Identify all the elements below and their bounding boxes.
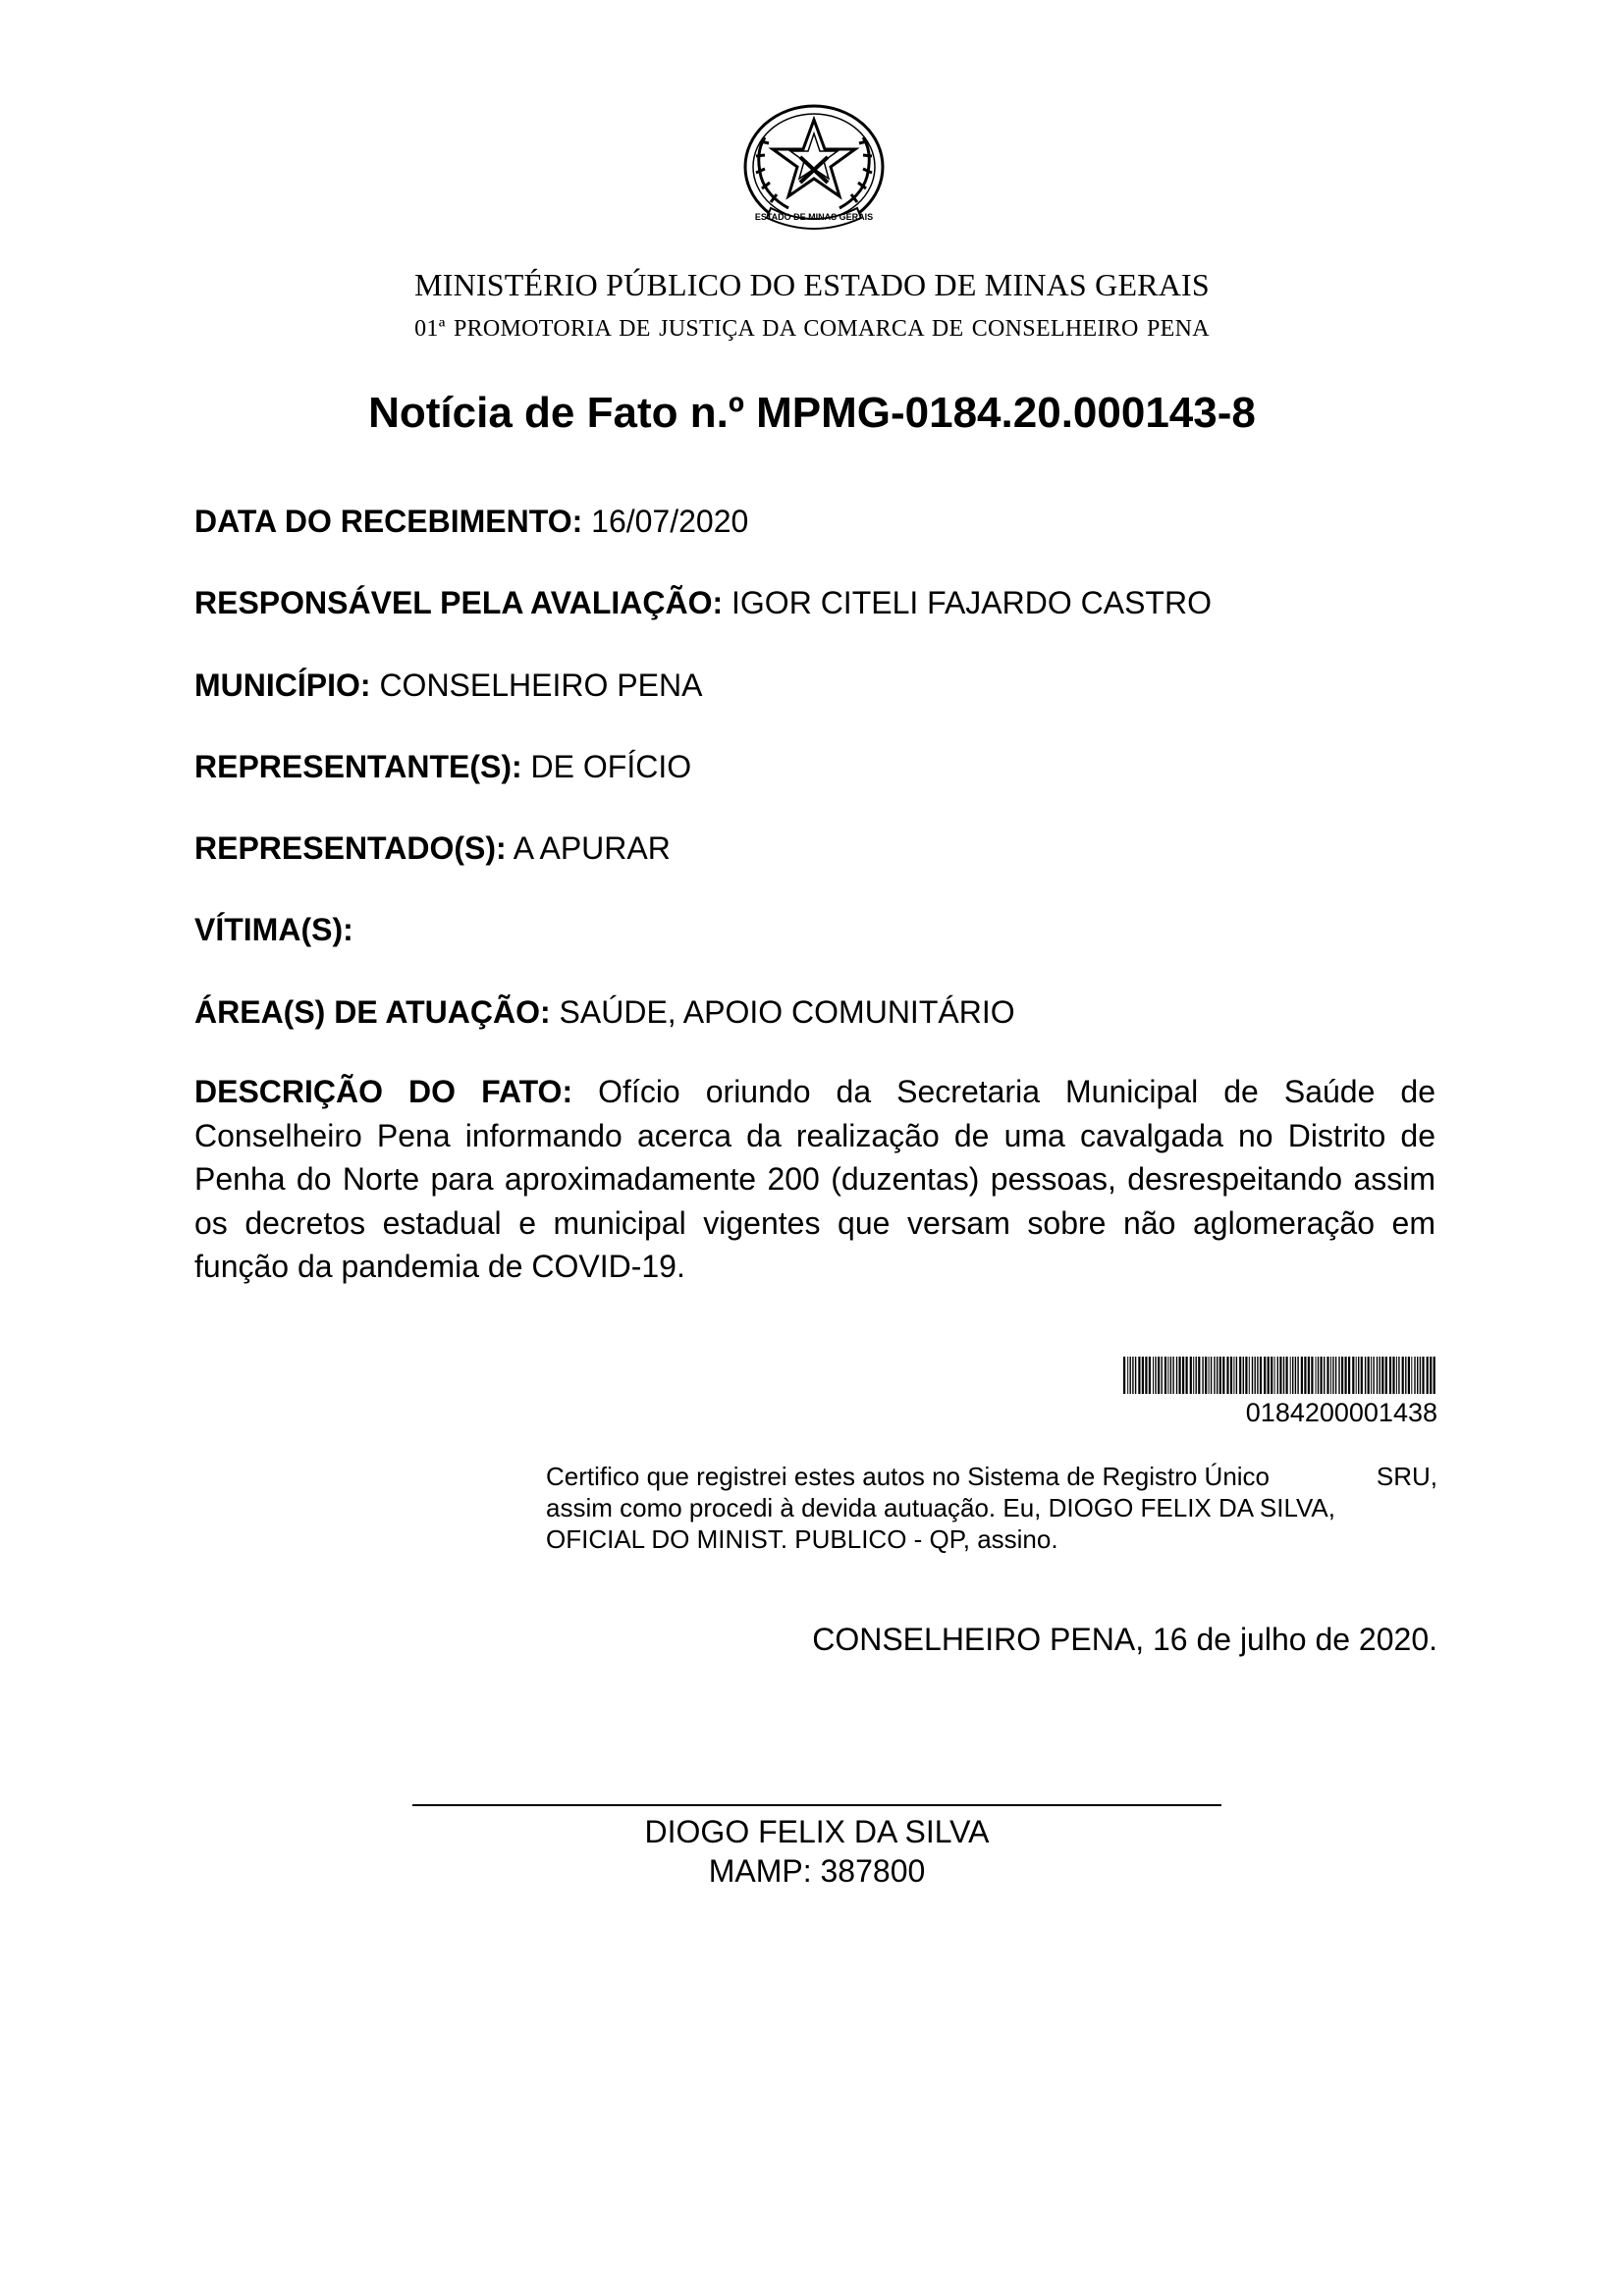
barcode [1123, 1357, 1437, 1394]
field-label: VÍTIMA(S): [194, 912, 353, 947]
barcode-bar [1292, 1357, 1293, 1394]
barcode-bar [1381, 1357, 1383, 1394]
barcode-bar [1277, 1357, 1278, 1394]
barcode-bar [1155, 1357, 1156, 1394]
barcode-bar [1239, 1357, 1241, 1394]
certification-line-1a: Certifico que registrei estes autos no Sistema de Registro Único [546, 1462, 1271, 1491]
field-vitima [194, 912, 353, 948]
barcode-bar [1170, 1357, 1171, 1394]
barcode-bar [1385, 1357, 1387, 1394]
barcode-bar [1142, 1357, 1144, 1394]
barcode-bar [1368, 1357, 1370, 1394]
barcode-bar [1226, 1357, 1228, 1394]
barcode-bar [1338, 1357, 1339, 1394]
barcode-bar [1164, 1357, 1166, 1394]
field-value: SAÚDE, APOIO COMUNITÁRIO [559, 994, 1015, 1030]
certification-line [546, 1523, 1437, 1555]
barcode-bar [1202, 1357, 1203, 1394]
barcode-bar [1190, 1357, 1192, 1394]
barcode-bar [1297, 1357, 1298, 1394]
barcode-bar [1279, 1357, 1281, 1394]
barcode-bar [1255, 1357, 1256, 1394]
barcode-bar [1211, 1357, 1212, 1394]
barcode-bar [1205, 1357, 1207, 1394]
certification-line-3: OFICIAL DO MINIST. PUBLICO - QP, assino. [546, 1524, 1058, 1554]
barcode-bar [1402, 1357, 1404, 1394]
certification-text [546, 1461, 1437, 1555]
state-seal-emblem [735, 98, 893, 236]
certification-line-1b: SRU, [1376, 1462, 1437, 1491]
barcode-bar [1198, 1357, 1200, 1394]
certification-line-2: assim como procedi à devida autuação. Eu, DIOGO FELIX DA SILVA, [546, 1493, 1335, 1522]
field-value: A APURAR [513, 830, 671, 866]
barcode-bar [1271, 1357, 1272, 1394]
barcode-bar [1326, 1357, 1328, 1394]
barcode-bar [1274, 1357, 1275, 1394]
barcode-bar [1158, 1357, 1160, 1394]
field-area-atuacao [194, 994, 1015, 1031]
barcode-bar [1264, 1357, 1266, 1394]
barcode-bar [1324, 1357, 1325, 1394]
description-paragraph [194, 1070, 1435, 1289]
field-value: IGOR CITELI FAJARDO CASTRO [731, 585, 1212, 620]
barcode-bar [1172, 1357, 1173, 1394]
place-date: CONSELHEIRO PENA, 16 de julho de 2020. [812, 1622, 1437, 1657]
barcode-bar [1153, 1357, 1154, 1394]
barcode-bar [1295, 1357, 1296, 1394]
barcode-bar [1149, 1357, 1151, 1394]
barcode-bar [1417, 1357, 1418, 1394]
field-label: REPRESENTANTE(S): [194, 749, 522, 784]
field-representado [194, 830, 671, 867]
barcode-bar [1348, 1357, 1350, 1394]
barcode-bar [1341, 1357, 1343, 1394]
barcode-number: 0184200001438 [1245, 1398, 1437, 1427]
barcode-bar [1335, 1357, 1336, 1394]
barcode-bar [1145, 1357, 1147, 1394]
barcode-bar [1268, 1357, 1270, 1394]
barcode-bar [1179, 1357, 1181, 1394]
certification-line [546, 1461, 1437, 1492]
barcode-bar [1308, 1357, 1310, 1394]
barcode-bar [1130, 1357, 1131, 1394]
barcode-bar [1123, 1357, 1125, 1394]
barcode-bar [1371, 1357, 1372, 1394]
barcode-bar [1420, 1357, 1421, 1394]
barcode-bar [1389, 1357, 1391, 1394]
barcode-bar [1230, 1357, 1232, 1394]
barcode-bar [1356, 1357, 1357, 1394]
barcode-bar [1318, 1357, 1319, 1394]
barcode-bar [1427, 1357, 1429, 1394]
barcode-bar [1260, 1357, 1262, 1394]
barcode-bar [1243, 1357, 1244, 1394]
field-label: RESPONSÁVEL PELA AVALIAÇÃO: [194, 585, 724, 620]
barcode-bar [1434, 1357, 1435, 1394]
barcode-bar [1311, 1357, 1313, 1394]
svg-text:ESTADO DE MINAS GERAIS: ESTADO DE MINAS GERAIS [754, 212, 874, 222]
barcode-bar [1233, 1357, 1234, 1394]
barcode-bar [1345, 1357, 1347, 1394]
barcode-bar [1398, 1357, 1399, 1394]
field-label: MUNICÍPIO: [194, 667, 371, 703]
barcode-bar [1332, 1357, 1333, 1394]
field-label: REPRESENTADO(S): [194, 830, 507, 866]
barcode-bar [1167, 1357, 1168, 1394]
barcode-bar [1377, 1357, 1378, 1394]
field-value: DE OFÍCIO [530, 749, 692, 784]
barcode-bar [1252, 1357, 1253, 1394]
barcode-bar [1249, 1357, 1250, 1394]
barcode-bar [1290, 1357, 1291, 1394]
barcode-bar [1132, 1357, 1133, 1394]
field-data-recebimento [194, 504, 748, 540]
barcode-bar [1138, 1357, 1140, 1394]
barcode-bar [1352, 1357, 1354, 1394]
institution-name: MINISTÉRIO PÚBLICO DO ESTADO DE MINAS GERAIS [414, 267, 1210, 302]
barcode-bar [1182, 1357, 1184, 1394]
barcode-bar [1193, 1357, 1194, 1394]
field-value: CONSELHEIRO PENA [379, 667, 703, 703]
description-text: Ofício oriundo da Secretaria Municipal de Saúde de Conselheiro Pena informando acerca da realização de uma cavalgada no Distrito de Penha do Norte para aproximadamente 200 (duzentas) pessoas, desrespeitando assim os decretos estadual e municipal vigentes que versam sobre não aglomeração em função da pandemia de COVID-19. [194, 1074, 1436, 1284]
field-responsavel [194, 585, 1212, 621]
barcode-bar [1196, 1357, 1197, 1394]
barcode-bar [1176, 1357, 1177, 1394]
barcode-bar [1330, 1357, 1331, 1394]
barcode-bar [1361, 1357, 1363, 1394]
barcode-bar [1257, 1357, 1258, 1394]
office-name: 01ª PROMOTORIA DE JUSTIÇA DA COMARCA DE CONSELHEIRO PENA [414, 316, 1210, 342]
barcode-bar [1209, 1357, 1210, 1394]
description-label: DESCRIÇÃO DO FATO: [194, 1074, 573, 1109]
barcode-bar [1283, 1357, 1284, 1394]
barcode-bar [1217, 1357, 1218, 1394]
barcode-bar [1236, 1357, 1237, 1394]
barcode-bar [1321, 1357, 1323, 1394]
barcode-bar [1373, 1357, 1374, 1394]
certification-line [546, 1492, 1437, 1523]
barcode-bar [1127, 1357, 1128, 1394]
barcode-bar [1405, 1357, 1406, 1394]
barcode-bar [1358, 1357, 1359, 1394]
barcode-bar [1301, 1357, 1303, 1394]
barcode-bar [1162, 1357, 1163, 1394]
barcode-bar [1245, 1357, 1247, 1394]
document-title: Notícia de Fato n.º MPMG-0184.20.000143-8 [368, 389, 1256, 437]
barcode-bar [1430, 1357, 1432, 1394]
field-label: DATA DO RECEBIMENTO: [194, 504, 583, 539]
barcode-bar [1186, 1357, 1188, 1394]
barcode-bar [1135, 1357, 1136, 1394]
barcode-bar [1411, 1357, 1412, 1394]
barcode-bar [1219, 1357, 1221, 1394]
barcode-bar [1286, 1357, 1288, 1394]
barcode-bar [1408, 1357, 1410, 1394]
field-representante [194, 749, 691, 785]
barcode-bar [1392, 1357, 1394, 1394]
signature-line [412, 1804, 1221, 1806]
barcode-bar [1214, 1357, 1215, 1394]
barcode-bar [1396, 1357, 1397, 1394]
field-label: ÁREA(S) DE ATUAÇÃO: [194, 994, 551, 1030]
barcode-bar [1422, 1357, 1424, 1394]
barcode-bar [1304, 1357, 1306, 1394]
field-municipio [194, 667, 702, 704]
signatory-name: DIOGO FELIX DA SILVA [644, 1814, 990, 1849]
barcode-bar [1222, 1357, 1224, 1394]
barcode-bar [1316, 1357, 1317, 1394]
barcode-bar [1365, 1357, 1366, 1394]
field-value: 16/07/2020 [591, 504, 749, 539]
signatory-id: MAMP: 387800 [708, 1853, 926, 1889]
barcode-bar [1414, 1357, 1415, 1394]
